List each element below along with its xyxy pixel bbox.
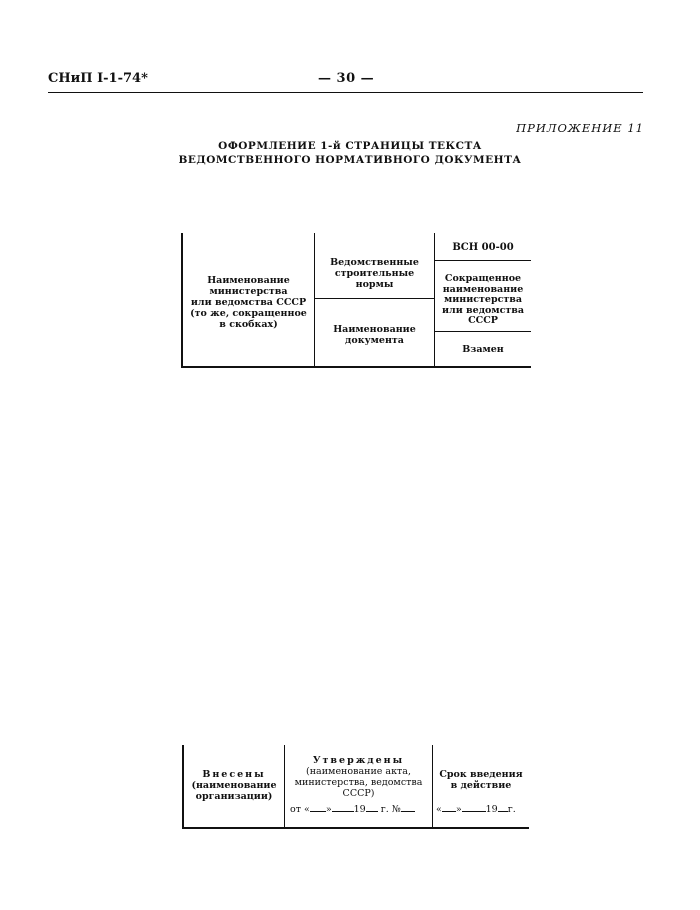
year-prefix: 19 bbox=[353, 804, 366, 815]
cell-line: СССР) bbox=[342, 788, 375, 799]
cell-line: документа bbox=[345, 335, 404, 346]
table-divider bbox=[314, 298, 434, 299]
cell-line: министерства, ведомства bbox=[294, 777, 423, 788]
replaces-cell: Взамен bbox=[462, 344, 504, 355]
cell-line: в действие bbox=[450, 780, 512, 791]
table-divider bbox=[434, 260, 531, 261]
appendix-label: ПРИЛОЖЕНИЕ 11 bbox=[516, 121, 644, 135]
ministry-name-cell bbox=[183, 275, 314, 330]
approval-table bbox=[182, 745, 529, 829]
effective-date-field bbox=[436, 802, 516, 815]
cell-line: (то же, сокращенное bbox=[190, 308, 307, 319]
month-blank bbox=[462, 802, 486, 812]
cell-line: (наименование акта, bbox=[306, 766, 411, 777]
number-blank bbox=[401, 802, 415, 812]
header-rule bbox=[48, 92, 643, 93]
document-name-cell bbox=[315, 324, 434, 346]
number-label: № bbox=[391, 804, 401, 815]
quote-mark: « bbox=[304, 804, 310, 815]
year-blank bbox=[498, 802, 508, 812]
cell-line: Внесены bbox=[202, 769, 266, 780]
cell-line: Утверждены bbox=[312, 755, 405, 766]
cell-line: министерства bbox=[209, 286, 288, 297]
quote-mark: » bbox=[325, 804, 332, 815]
year-suffix: г. bbox=[380, 804, 389, 815]
year-prefix: 19 bbox=[485, 804, 498, 815]
approved-by-cell bbox=[285, 755, 432, 799]
cell-line: Наименование bbox=[207, 275, 290, 286]
cell-line: организации) bbox=[195, 791, 273, 802]
norms-type-cell bbox=[315, 257, 434, 290]
table-divider bbox=[434, 331, 531, 332]
cell-line: министерства bbox=[443, 294, 523, 305]
cell-line: Наименование bbox=[333, 324, 416, 335]
cell-line: наименование bbox=[442, 283, 524, 295]
cell-line: Срок введения bbox=[439, 769, 523, 780]
year-suffix: г. bbox=[507, 804, 516, 815]
title-page-form-table bbox=[181, 233, 531, 368]
effective-date-cell bbox=[433, 769, 529, 791]
cell-line: в скобках) bbox=[219, 319, 278, 330]
page-title-line-2: ВЕДОМСТВЕННОГО НОРМАТИВНОГО ДОКУМЕНТА bbox=[178, 154, 522, 166]
day-blank bbox=[442, 802, 456, 812]
approval-date-field bbox=[290, 802, 415, 815]
cell-line: СССР bbox=[468, 315, 498, 326]
cell-line: Ведомственные bbox=[330, 257, 419, 268]
abbreviated-ministry-cell bbox=[435, 274, 531, 327]
document-code-cell: ВСН 00-00 bbox=[452, 242, 514, 253]
year-blank bbox=[366, 802, 378, 812]
cell-line: (наименование bbox=[191, 780, 277, 791]
submitted-by-cell bbox=[184, 769, 284, 802]
day-blank bbox=[310, 802, 326, 812]
cell-line: Сокращенное bbox=[444, 273, 522, 284]
cell-line: или ведомства СССР bbox=[190, 297, 307, 308]
cell-line: строительные нормы bbox=[334, 268, 415, 290]
month-blank bbox=[332, 802, 354, 812]
table-divider bbox=[314, 233, 315, 366]
quote-mark: » bbox=[455, 804, 462, 815]
page-title-line-1: ОФОРМЛЕНИЕ 1-й СТРАНИЦЫ ТЕКСТА bbox=[218, 140, 482, 152]
from-label: от bbox=[290, 804, 301, 815]
cell-line: или ведомства bbox=[441, 304, 525, 316]
page-number: — 30 — bbox=[318, 71, 375, 86]
document-code: СНиП I-1-74* bbox=[48, 71, 148, 86]
quote-mark: « bbox=[436, 804, 442, 815]
